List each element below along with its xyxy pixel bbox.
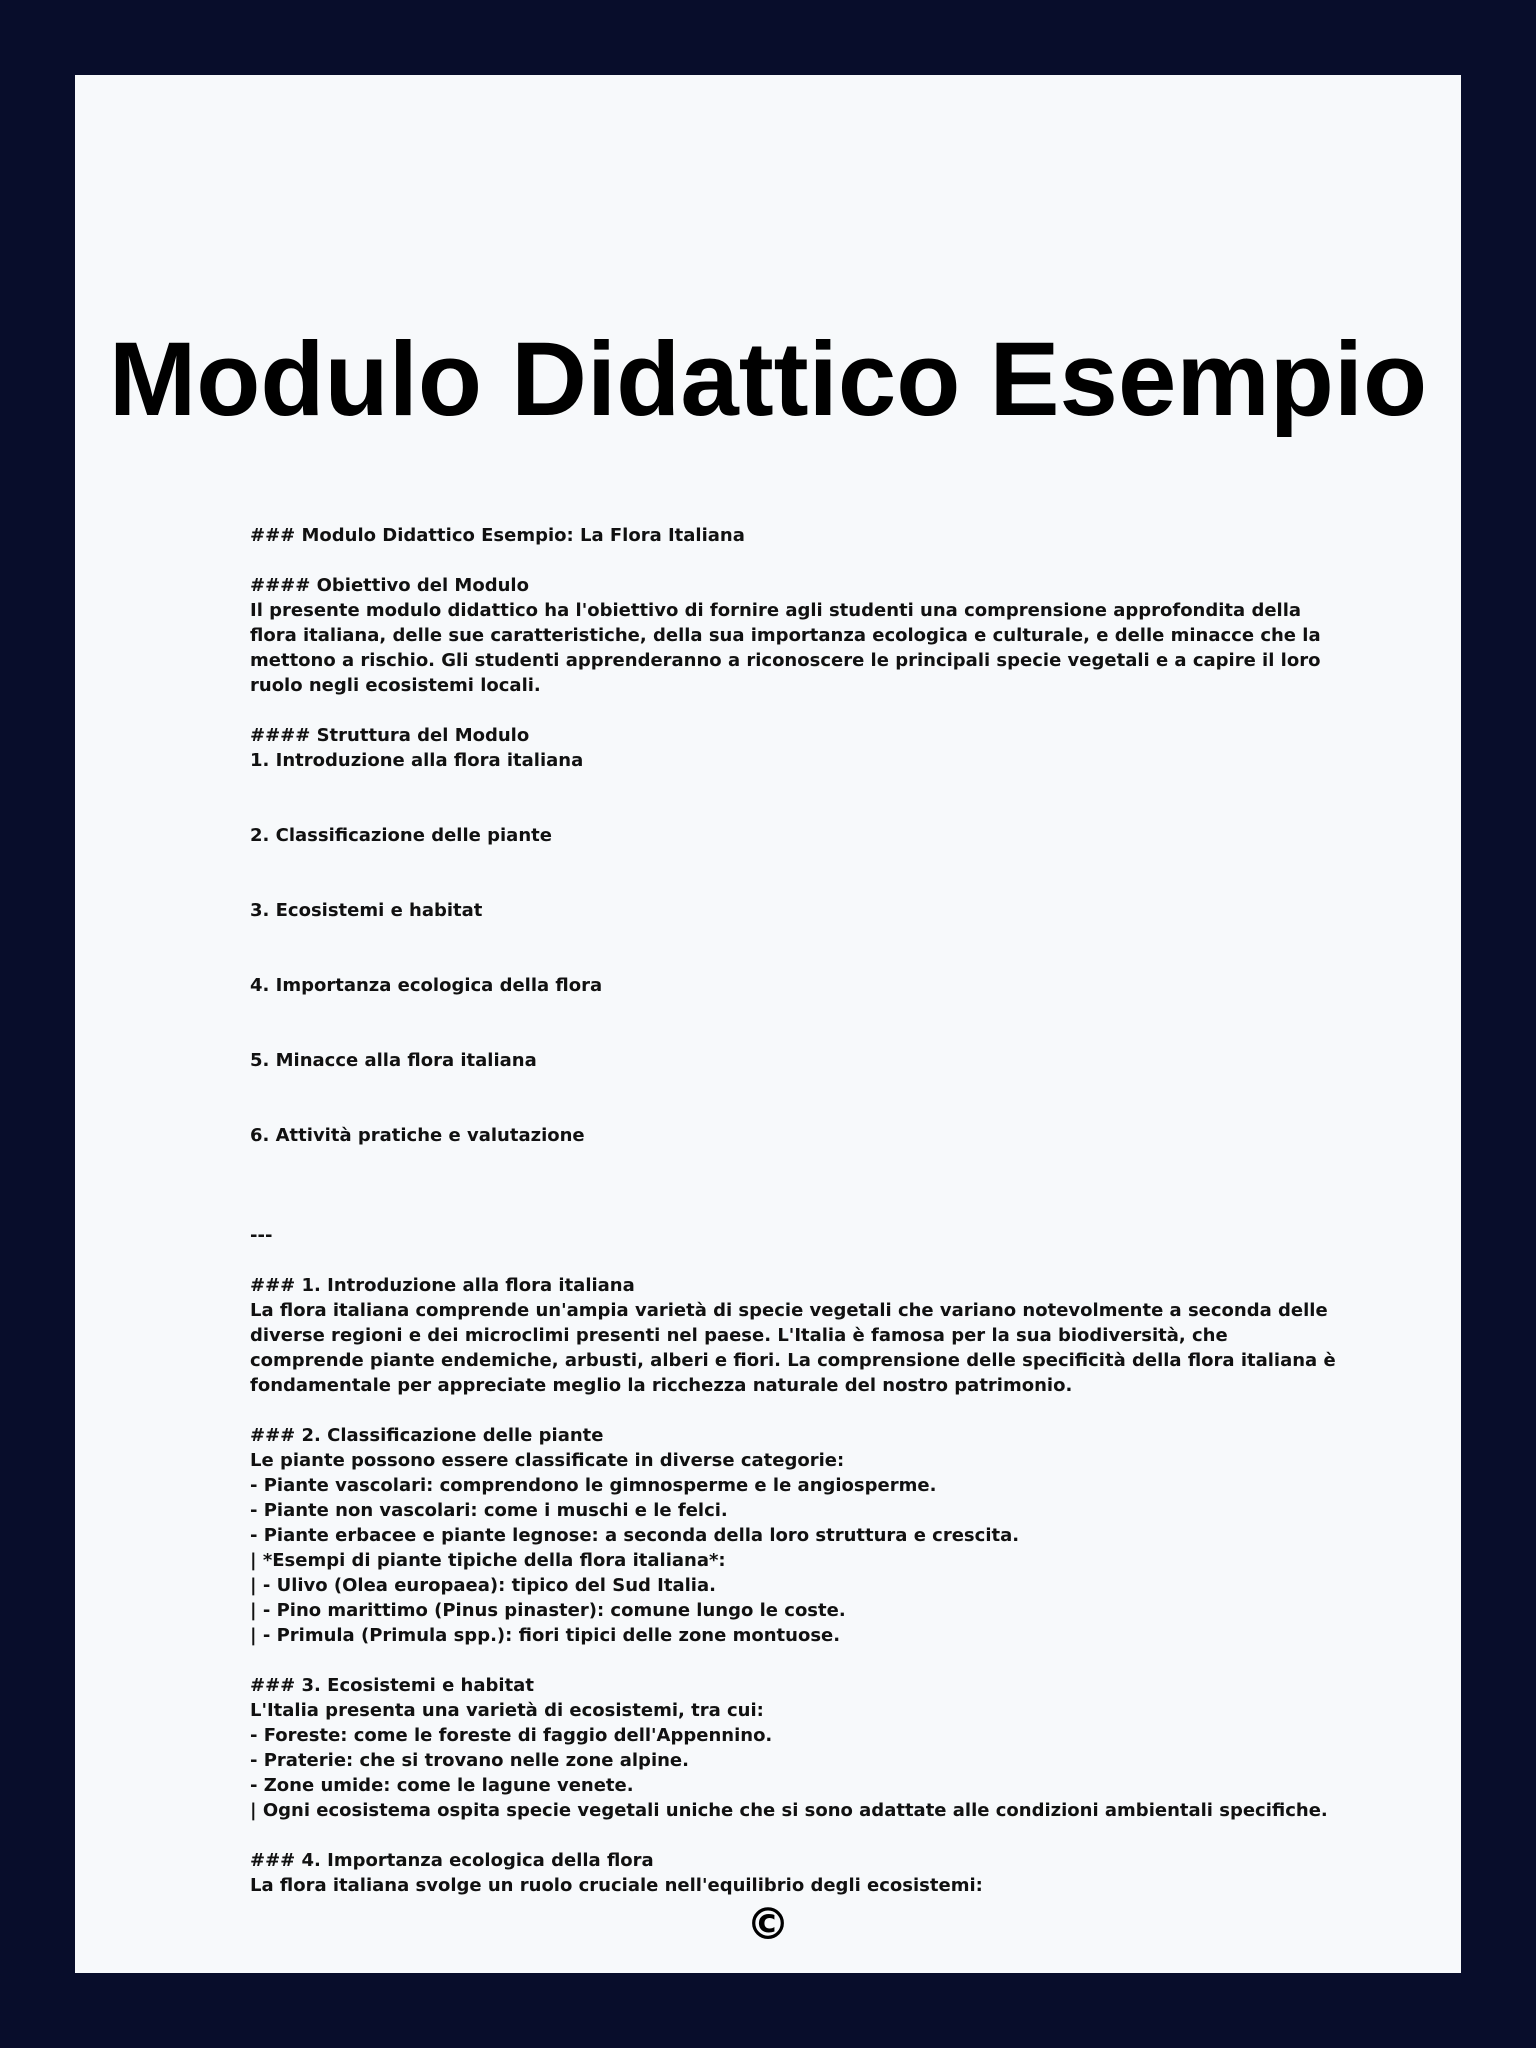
section-3-line: L'Italia presenta una varietà di ecosistemi, tra cui: (250, 1700, 764, 1721)
objective-line: flora italiana, delle sue caratteristiche, della sua importanza ecologica e culturale, e delle minacce che la (250, 625, 1321, 646)
objective-line: Il presente modulo didattico ha l'obiettivo di fornire agli studenti una comprensione approfondita della (250, 600, 1302, 621)
section-4-heading: ### 4. Importanza ecologica della flora (250, 1850, 654, 1871)
structure-item: 6. Attività pratiche e valutazione (250, 1125, 585, 1146)
section-3-line: - Praterie: che si trovano nelle zone alpine. (250, 1750, 689, 1771)
page-title: Modulo Didattico Esempio (108, 321, 1428, 438)
copyright-icon: © (746, 1899, 790, 1950)
structure-item: 2. Classificazione delle piante (250, 825, 552, 846)
document-body (250, 523, 1350, 1898)
section-1-heading: ### 1. Introduzione alla flora italiana (250, 1275, 635, 1296)
structure-item: 4. Importanza ecologica della flora (250, 975, 603, 996)
structure-item: 5. Minacce alla flora italiana (250, 1050, 537, 1071)
section-2-line: - Piante erbacee e piante legnose: a seconda della loro struttura e crescita. (250, 1525, 1020, 1546)
section-2-line: Le piante possono essere classificate in diverse categorie: (250, 1450, 845, 1471)
section-2-line: - Piante vascolari: comprendono le gimnosperme e le angiosperme. (250, 1475, 937, 1496)
document-page (75, 75, 1461, 1973)
section-3-line: - Foreste: come le foreste di faggio dell'Appennino. (250, 1725, 773, 1746)
section-3-line: - Zone umide: come le lagune venete. (250, 1775, 634, 1796)
section-3-heading: ### 3. Ecosistemi e habitat (250, 1675, 534, 1696)
section-2-line: | - Primula (Primula spp.): fiori tipici delle zone montuose. (250, 1625, 841, 1646)
structure-item: 3. Ecosistemi e habitat (250, 900, 483, 921)
section-4-line: La flora italiana svolge un ruolo cruciale nell'equilibrio degli ecosistemi: (250, 1875, 983, 1896)
section-2-line: | - Pino marittimo (Pinus pinaster): comune lungo le coste. (250, 1600, 846, 1621)
objective-line: ruolo negli ecosistemi locali. (250, 675, 541, 696)
structure-heading: #### Struttura del Modulo (250, 725, 530, 746)
objective-line: mettono a rischio. Gli studenti apprenderanno a riconoscere le principali specie vegetali e a capire il loro (250, 650, 1321, 671)
section-2-line: | - Ulivo (Olea europaea): tipico del Sud Italia. (250, 1575, 716, 1596)
objective-heading: #### Obiettivo del Modulo (250, 575, 529, 596)
section-1-line: diverse regioni e dei microclimi presenti nel paese. L'Italia è famosa per la sua biodiversità, che (250, 1325, 1228, 1346)
section-3-line: | Ogni ecosistema ospita specie vegetali uniche che si sono adattate alle condizioni ambientali specifiche. (250, 1800, 1328, 1821)
section-2-line: - Piante non vascolari: come i muschi e le felci. (250, 1500, 728, 1521)
section-2-line: | *Esempi di piante tipiche della flora italiana*: (250, 1550, 726, 1571)
separator: --- (250, 1225, 273, 1246)
section-1-line: La flora italiana comprende un'ampia varietà di specie vegetali che variano notevolmente a seconda delle (250, 1300, 1328, 1321)
section-2-heading: ### 2. Classificazione delle piante (250, 1425, 604, 1446)
section-1-line: comprende piante endemiche, arbusti, alberi e fiori. La comprensione delle specificità della flora italiana è (250, 1350, 1336, 1371)
module-heading: ### Modulo Didattico Esempio: La Flora Italiana (250, 525, 745, 546)
structure-item: 1. Introduzione alla flora italiana (250, 750, 584, 771)
section-1-line: fondamentale per appreciate meglio la ricchezza naturale del nostro patrimonio. (250, 1375, 1073, 1396)
